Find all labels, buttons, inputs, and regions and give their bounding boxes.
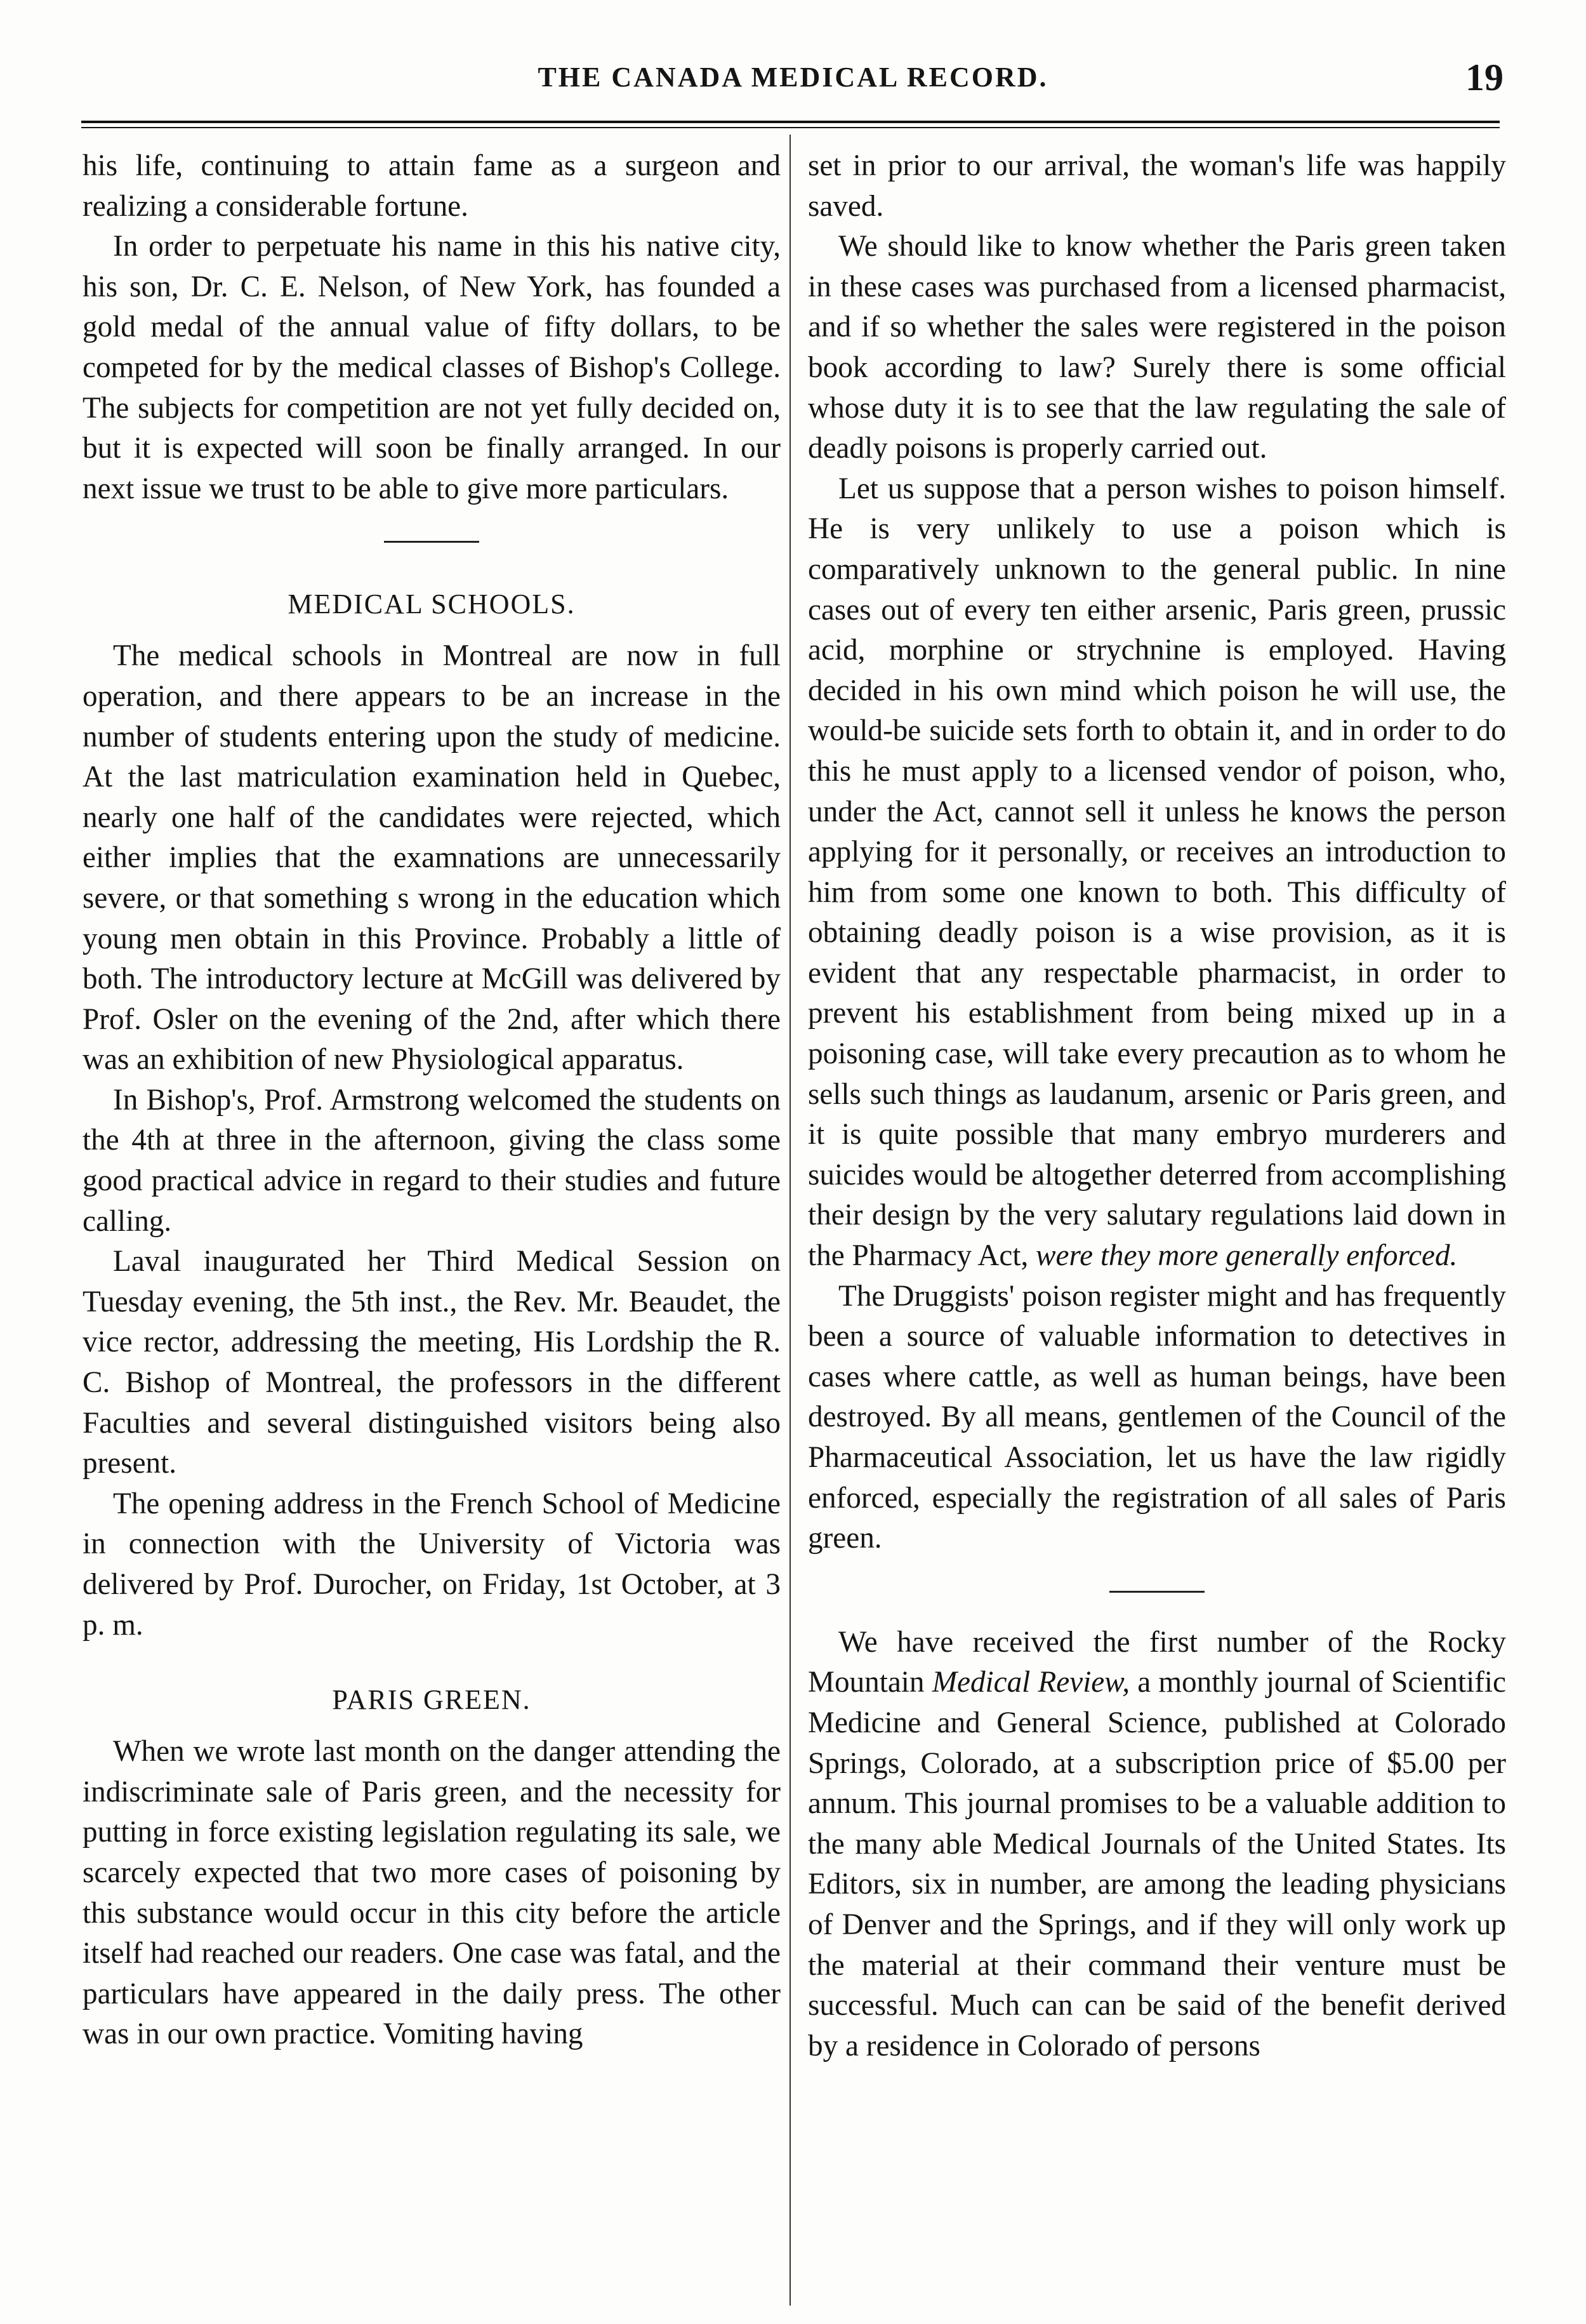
paragraph: Laval inaugurated her Third Medical Session on Tuesday evening, the 5th inst., the Rev. Mr. Beaudet, the vice rector, addressing the meeting, His Lordship the R. C. Bishop of Montreal, the professors in the different Faculties and several distinguished visitors being also present.	[83, 1245, 781, 1480]
header-rule-thick	[81, 121, 1500, 123]
paragraph: The medical schools in Montreal are now in full operation, and there appears to be an increase in the number of students entering upon the study of medicine. At the last matriculation examination held in Quebec, nearly one half of the candidates were rejected, which either implies that the examnations are unnecessarily severe, or that something s wrong in the education which young men obtain in this Province. Probably a little of both. The introductory lecture at McGill was delivered by Prof. Osler on the evening of the 2nd, after which there was an exhibition of new Physiological apparatus.	[83, 639, 781, 1077]
right-column	[808, 146, 1506, 2066]
paragraph: We should like to know whether the Paris green taken in these cases was purchased from a licensed pharmacist, and if so whether the sales were registered in the poison book according to law? Surely there is some official whose duty it is to see that the law regulating the sale of deadly poisons is properly carried out.	[808, 230, 1506, 465]
running-head	[0, 56, 1586, 107]
journal-name: Medical Review,	[932, 1666, 1130, 1699]
paragraph: his life, continuing to attain fame as a surgeon and realizing a considerable fortune.	[83, 149, 781, 223]
paragraph: set in prior to our arrival, the woman's life was happily saved.	[808, 149, 1506, 223]
paragraph-text: a monthly journal of Scientific Medicine and General Science, published at Colorado Springs, Colorado, at a subscription price of $5.00 per annum. This journal promises to be a valuable addition to the many able Medical Journals of the United States. Its Editors, six in number, are among the leading physicians of Denver and the Springs, and if they will only work up the material at their command their venture must be successful. Much can can be said of the benefit derived by a residence in Colorado of persons	[808, 1666, 1506, 2062]
left-column	[83, 146, 781, 2055]
paragraph: In order to perpetuate his name in this his native city, his son, Dr. C. E. Nelson, of New York, has founded a gold medal of the annual value of fifty dollars, to be competed for by the medical classes of Bishop's College. The subjects for competition are not yet fully decided on, but it is expected will soon be finally arranged. In our next issue we trust to be able to give more particulars.	[83, 230, 781, 505]
paragraph-text: Let us suppose that a person wishes to poison himself. He is very unlikely to use a poison which is comparatively unknown to the general public. In nine cases out of every ten either arsenic, Paris green, prussic acid, morphine or strychnine is employed. Having decided in his own mind which poison he will use, the would-be suicide sets forth to obtain it, and in order to do this he must apply to a licensed vendor of poison, who, under the Act, cannot sell it unless he knows the person applying for it personally, or receives an introduction to him from some one known to both. This difficulty of obtaining deadly poison is a wise provision, as it is evident that any respectable pharmacist, in order to prevent his establishment from being mixed up in a poisoning case, will take every precaution as to whom he sells such things as laudanum, arsenic or Paris green, and it is quite possible that many embryo murderers and suicides would be altogether deterred from accomplishing their design by the very salutary regulations laid down in the Pharmacy Act,	[808, 472, 1506, 1273]
paragraph	[808, 1623, 1506, 2067]
paragraph: The opening address in the French School of Medicine in connection with the University of Victoria was delivered by Prof. Durocher, on Friday, 1st October, at 3 p. m.	[83, 1487, 781, 1642]
paragraph-text: We have received the first number of the Rocky Mountain	[808, 1625, 1506, 1699]
column-divider	[790, 135, 791, 2306]
journal-title: THE CANADA MEDICAL RECORD.	[538, 62, 1048, 93]
italic-phrase: were they more generally enforced.	[1036, 1239, 1458, 1273]
section-heading-paris-green: PARIS GREEN.	[332, 1684, 531, 1716]
paragraph: The Druggists' poison register might and has frequently been a source of valuable information to detectives in cases where cattle, as well as human beings, have been destroyed. By all means, gentlemen of the Council of the Pharmaceutical Association, let us have the law rigidly enforced, especially the registration of all sales of Paris green.	[808, 1279, 1506, 1555]
section-heading-medical-schools: MEDICAL SCHOOLS.	[287, 588, 576, 620]
page-number: 19	[1465, 56, 1503, 98]
paragraph: When we wrote last month on the danger attending the indiscriminate sale of Paris green, and the necessity for putting in force existing legislation regulating its sale, we scarcely expected that two more cases of poisoning by this substance would occur in this city before the article itself had reached our readers. One case was fatal, and the particulars have appeared in the daily press. The other was in our own practice. Vomiting having	[83, 1735, 781, 2051]
spacer	[83, 1645, 781, 1668]
section-separator	[83, 509, 781, 573]
paragraph	[808, 469, 1506, 1277]
header-rule-thin	[81, 127, 1500, 128]
paragraph: In Bishop's, Prof. Armstrong welcomed the students on the 4th at three in the afternoon, giving the class some good practical advice in regard to their studies and future calling.	[83, 1083, 781, 1238]
section-separator	[808, 1559, 1506, 1623]
